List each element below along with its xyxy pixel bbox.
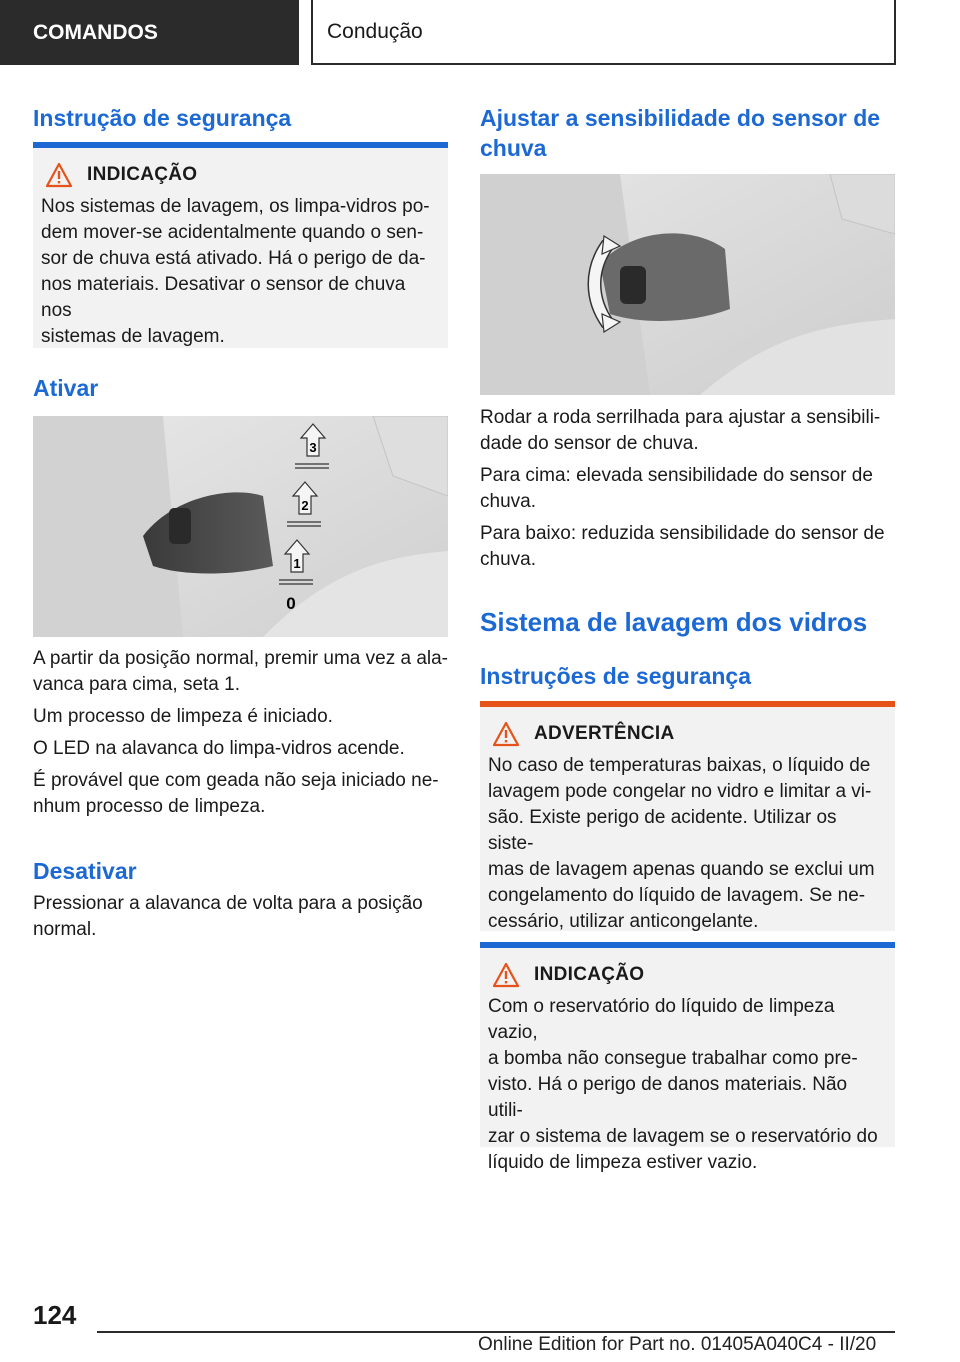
footer-rule: [97, 1331, 895, 1333]
sensitivity-text: [480, 405, 900, 573]
warning-bar: [480, 701, 895, 707]
notice-line: Com o reservatório do líquido de limpeza vazio,: [488, 996, 835, 1043]
activate-heading: Ativar: [33, 375, 99, 401]
notice-title: INDICAÇÃO: [87, 164, 198, 185]
sensitivity-heading: [480, 103, 900, 163]
wash-heading: Sistema de lavagem dos vidros: [480, 607, 868, 637]
warning-line: No caso de temperaturas baixas, o líquido de: [488, 755, 871, 776]
paragraph-line: vanca para cima, seta 1.: [33, 674, 240, 695]
warning-box: [480, 701, 895, 931]
section-tab: [0, 0, 299, 65]
notice-line: visto. Há o perigo de danos materiais. Não utili-: [488, 1074, 848, 1121]
paragraph-line: Um processo de limpeza é iniciado.: [33, 706, 333, 727]
page-number: 124: [33, 1300, 77, 1330]
sensitivity-heading-line: chuva: [480, 135, 547, 161]
paragraph-line: Para baixo: reduzida sensibilidade do sensor de: [480, 523, 885, 544]
warning-line: congelamento do líquido de lavagem. Se ne-: [488, 885, 866, 906]
chapter-title: Condução: [327, 19, 423, 43]
paragraph-line: Rodar a roda serrilhada para ajustar a sensibili-: [480, 407, 881, 428]
notice-line: dem mover-se acidentalmente quando o sen-: [41, 222, 424, 243]
warning-triangle-icon: [45, 162, 73, 188]
figure-mark: 0: [286, 594, 296, 613]
notice-line: nos materiais. Desativar o sensor de chuva nos: [41, 274, 406, 321]
sensitivity-heading-line: Ajustar a sensibilidade do sensor de: [480, 105, 881, 131]
warning-line: lavagem pode congelar no vidro e limitar a vi-: [488, 781, 872, 802]
figure-mark: 3: [309, 440, 317, 455]
deactivate-heading: Desativar: [33, 858, 137, 884]
notice-line: sor de chuva está ativado. Há o perigo de da-: [41, 248, 426, 269]
edition-footer: Online Edition for Part no. 01405A040C4 - II/20: [478, 1334, 877, 1355]
paragraph-line: Para cima: elevada sensibilidade do sensor de: [480, 465, 873, 486]
notice-bar: [480, 942, 895, 948]
paragraph-line: chuva.: [480, 491, 536, 512]
wiper-lever-illustration: [33, 416, 448, 637]
notice-title: INDICAÇÃO: [534, 964, 645, 985]
notice-bar: [33, 142, 448, 148]
notice-box: [480, 942, 895, 1173]
figure-mark: 1: [293, 556, 301, 571]
paragraph-line: A partir da posição normal, premir uma vez a ala-: [33, 648, 449, 669]
warning-triangle-icon: [492, 962, 520, 988]
paragraph-line: O LED na alavanca do limpa-vidros acende.: [33, 738, 405, 759]
paragraph-line: Pressionar a alavanca de volta para a posição: [33, 893, 423, 914]
paragraph-line: chuva.: [480, 549, 536, 570]
activate-text: [33, 646, 453, 820]
safety-heading: Instrução de segurança: [33, 105, 292, 131]
figure-mark: 2: [301, 498, 309, 513]
notice-line: zar o sistema de lavagem se o reservatório do: [488, 1126, 878, 1147]
paragraph-line: normal.: [33, 919, 97, 940]
notice-line: a bomba não consegue trabalhar como pre-: [488, 1048, 858, 1069]
knurled-wheel-figure: [480, 174, 895, 395]
warning-line: mas de lavagem apenas quando se exclui um: [488, 859, 875, 880]
chapter-tab: [311, 0, 896, 65]
paragraph-line: É provável que com geada não seja iniciado ne-: [33, 770, 439, 791]
warning-title: ADVERTÊNCIA: [534, 723, 675, 744]
wiper-lever-figure: [33, 416, 448, 637]
notice-box: [33, 142, 448, 348]
warning-triangle-icon: [492, 721, 520, 747]
paragraph-line: dade do sensor de chuva.: [480, 433, 699, 454]
warning-line: são. Existe perigo de acidente. Utilizar os siste-: [488, 807, 837, 854]
notice-line: sistemas de lavagem.: [41, 326, 225, 347]
notice-line: Nos sistemas de lavagem, os limpa-vidros po-: [41, 196, 430, 217]
section-title: COMANDOS: [33, 20, 158, 44]
wash-safety-heading: Instruções de segurança: [480, 663, 751, 689]
notice-line: líquido de limpeza estiver vazio.: [488, 1152, 758, 1173]
deactivate-text: [33, 891, 453, 943]
knurled-wheel-illustration: [480, 174, 895, 395]
paragraph-line: nhum processo de limpeza.: [33, 796, 266, 817]
warning-line: cessário, utilizar anticongelante.: [488, 911, 759, 932]
